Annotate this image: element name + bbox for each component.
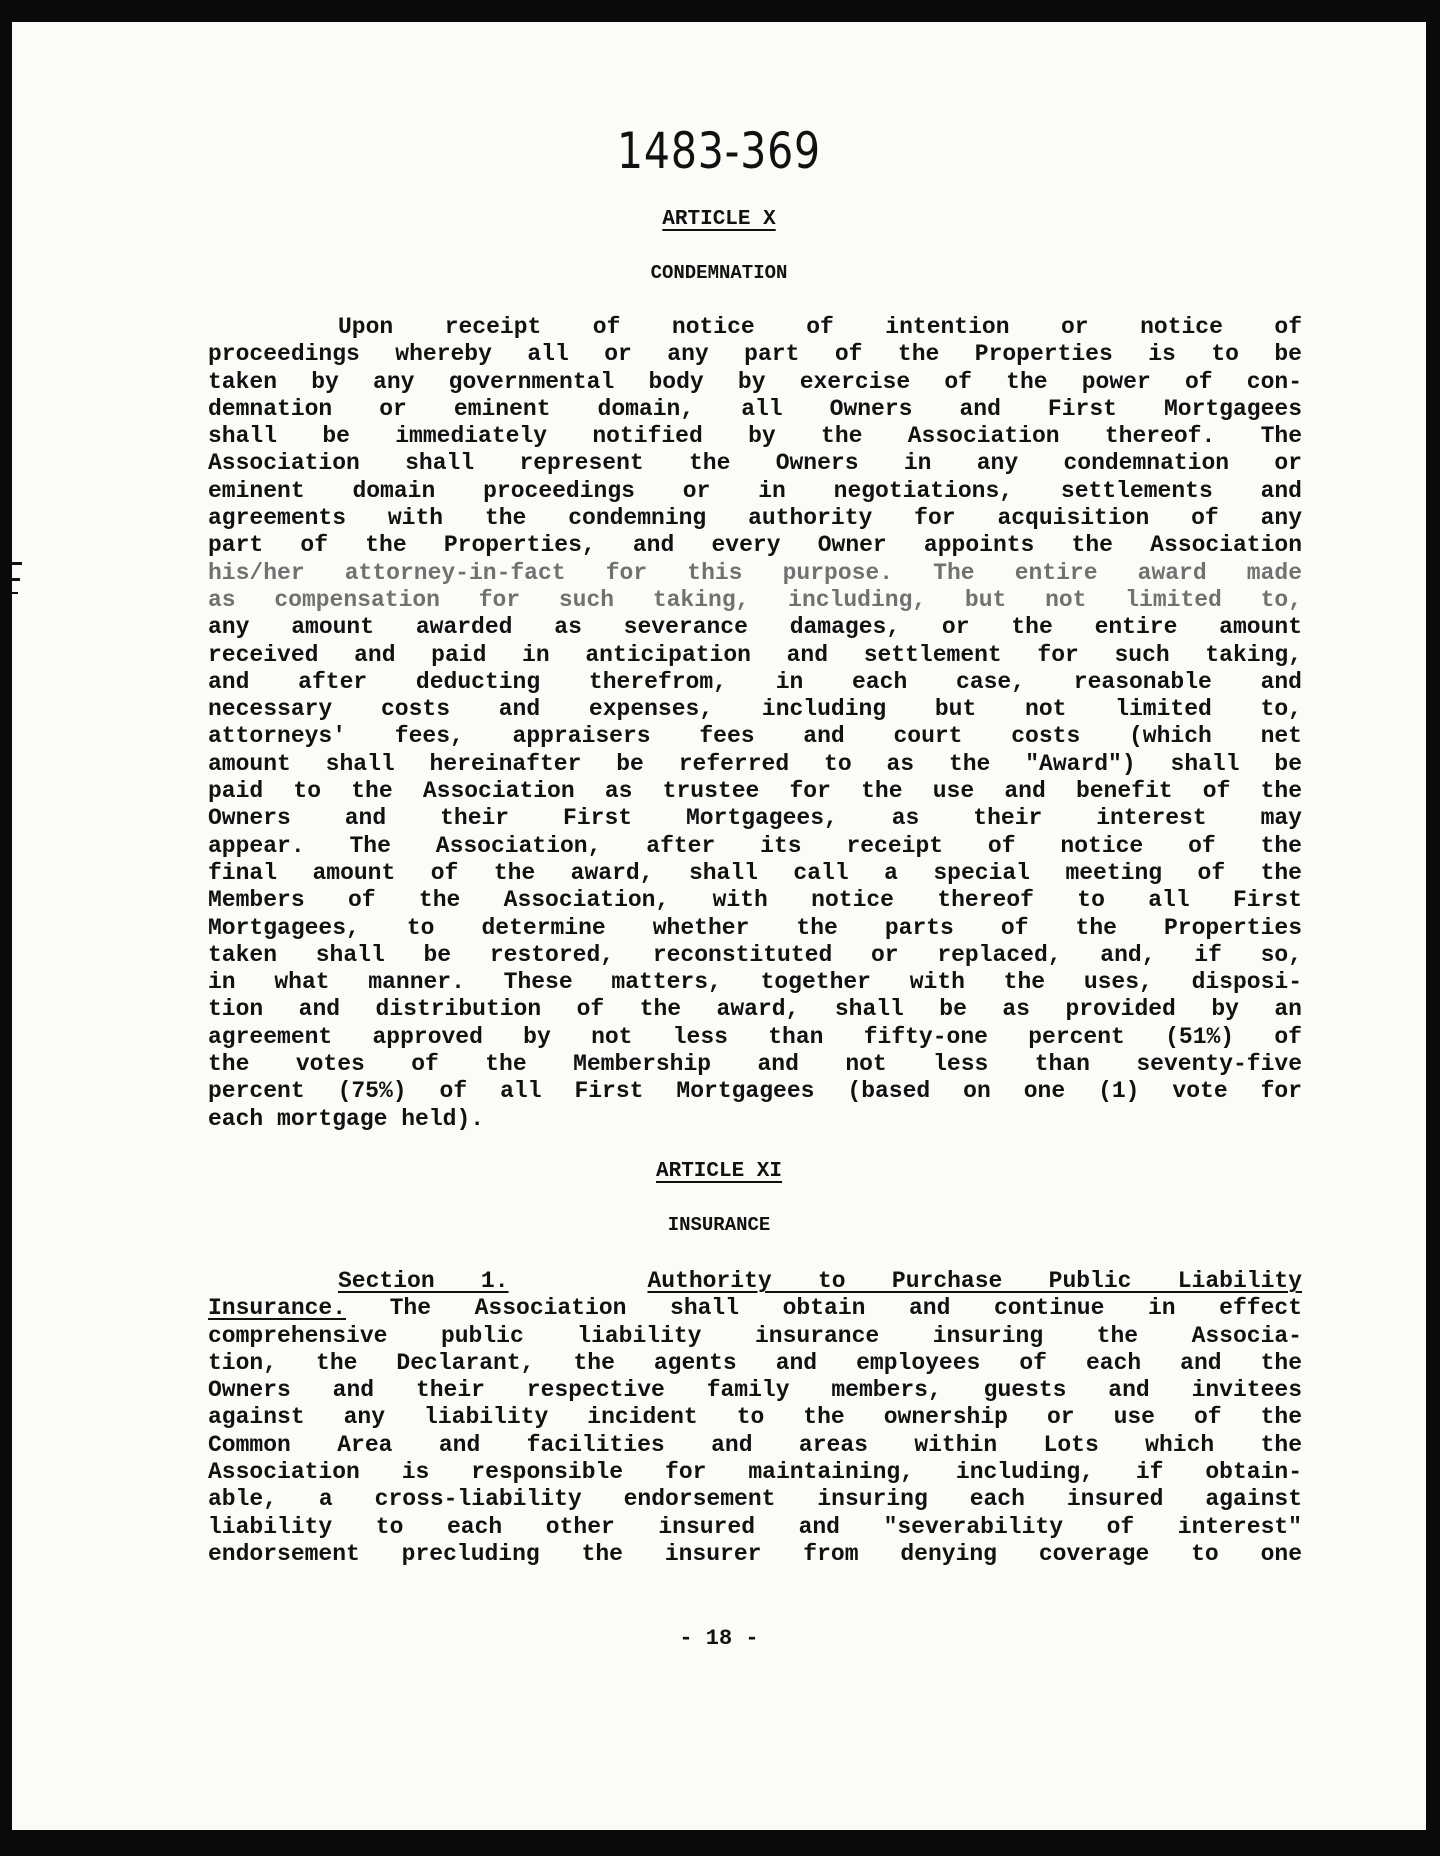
text-line: liability to each other insured and "severability of interest" — [208, 1513, 1302, 1540]
text-line: Owners and their respective family members, guests and invitees — [208, 1377, 1302, 1404]
section-label: Section 1. — [338, 1268, 509, 1294]
text-line: in what manner. These matters, together with the uses, disposi- — [208, 969, 1302, 996]
text-line: necessary costs and expenses, including but not limited to, — [208, 696, 1302, 723]
section-title-continued: Insurance. — [208, 1295, 347, 1322]
text-line: agreement approved by not less than fifty-one percent (51%) of — [208, 1023, 1302, 1050]
document-page — [12, 22, 1426, 1830]
text-line: Upon receipt of notice of intention or notice of — [338, 314, 1302, 340]
text-line: proceedings whereby all or any part of the Properties is to be — [208, 341, 1302, 368]
text-line: Common Area and facilities and areas within Lots which the — [208, 1431, 1302, 1458]
scan-artifact — [12, 562, 22, 565]
text-line: attorneys' fees, appraisers fees and court costs (which net — [208, 723, 1302, 750]
text-line: the votes of the Membership and not less than seventy-five — [208, 1051, 1302, 1078]
text-line: taken by any governmental body by exercise of the power of con- — [208, 368, 1302, 395]
text-line: paid to the Association as trustee for the use and benefit of the — [208, 778, 1302, 805]
article-x-subtitle: CONDEMNATION — [650, 262, 788, 284]
article-xi-body — [208, 1268, 1302, 1568]
text-line: demnation or eminent domain, all Owners and First Mortgagees — [208, 395, 1302, 422]
text-line: eminent domain proceedings or in negotiations, settlements and — [208, 477, 1302, 504]
text-line: shall be immediately notified by the Association thereof. The — [208, 423, 1302, 450]
text-line: his/her attorney-in-fact for this purpose. The entire award made — [208, 559, 1302, 586]
text-line: Association shall represent the Owners in any condemnation or — [208, 450, 1302, 477]
text-line: received and paid in anticipation and settlement for such taking, — [208, 641, 1302, 668]
scan-artifact — [12, 578, 20, 581]
page-number: - 18 - — [679, 1626, 759, 1651]
text-line: Insurance. The Association shall obtain and continue in effect — [208, 1295, 1302, 1322]
text-line: final amount of the award, shall call a special meeting of the — [208, 859, 1302, 886]
article-xi-subtitle: INSURANCE — [667, 1214, 771, 1236]
article-x-title: ARTICLE X — [662, 208, 776, 231]
text-line: Owners and their First Mortgagees, as their interest may — [208, 805, 1302, 832]
recording-stamp-number: 1483-369 — [617, 122, 821, 180]
text-line: tion, the Declarant, the agents and employees of each and the — [208, 1349, 1302, 1376]
text-line: Members of the Association, with notice thereof to all First — [208, 887, 1302, 914]
text-line: able, a cross-liability endorsement insuring each insured against — [208, 1486, 1302, 1513]
text-line: comprehensive public liability insurance insuring the Associa- — [208, 1322, 1302, 1349]
text-line: and after deducting therefrom, in each case, reasonable and — [208, 668, 1302, 695]
section-title: Authority to Purchase Public Liability — [647, 1268, 1302, 1294]
section-heading-line — [208, 1268, 1302, 1295]
text-line: appear. The Association, after its receipt of notice of the — [208, 832, 1302, 859]
article-xi-title: ARTICLE XI — [655, 1160, 783, 1183]
text-line: taken shall be restored, reconstituted or replaced, and, if so, — [208, 941, 1302, 968]
text-line: amount shall hereinafter be referred to as the "Award") shall be — [208, 750, 1302, 777]
text-line: Association is responsible for maintaining, including, if obtain- — [208, 1459, 1302, 1486]
text-line: percent (75%) of all First Mortgagees (based on one (1) vote for — [208, 1078, 1302, 1105]
text-line: Mortgagees, to determine whether the parts of the Properties — [208, 914, 1302, 941]
text-line: agreements with the condemning authority for acquisition of any — [208, 505, 1302, 532]
text-line: against any liability incident to the ownership or use of the — [208, 1404, 1302, 1431]
text-line: part of the Properties, and every Owner appoints the Association — [208, 532, 1302, 559]
text-line: as compensation for such taking, including, but not limited to, — [208, 586, 1302, 613]
article-x-body — [208, 314, 1302, 1133]
text-line: any amount awarded as severance damages, or the entire amount — [208, 614, 1302, 641]
text-line: each mortgage held). — [208, 1105, 485, 1132]
text-line: tion and distribution of the award, shall be as provided by an — [208, 996, 1302, 1023]
scan-artifact — [12, 592, 18, 594]
text-line: endorsement precluding the insurer from denying coverage to one — [208, 1540, 1302, 1567]
